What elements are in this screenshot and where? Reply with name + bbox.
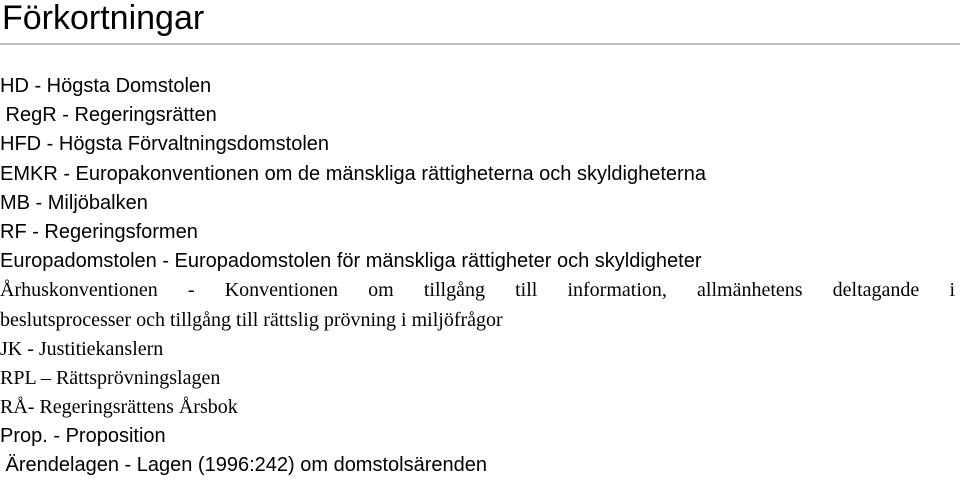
abbreviation-emkr: EMKR - Europakonventionen om de mänskliga rättigheterna och skyldigheterna — [0, 162, 706, 185]
abbreviation-regr: RegR - Regeringsrätten — [0, 104, 217, 127]
abbreviation-arendelagen: Ärendelagen - Lagen (1996:242) om domstolsärenden — [0, 454, 487, 477]
abbreviation-arhuskonventionen — [0, 276, 960, 305]
abbreviation-arhuskonventionen-line1: Århuskonventionen - Konventionen om tillgång till information, allmänhetens deltagande i — [0, 279, 955, 302]
abbreviation-rf: RF - Regeringsformen — [0, 220, 198, 243]
abbreviation-ra: RÅ- Regeringsrättens Årsbok — [0, 396, 238, 419]
page-title: Förkortningar — [2, 0, 205, 37]
abbreviation-mb: MB - Miljöbalken — [0, 191, 148, 214]
abbreviation-europadomstolen: Europadomstolen - Europadomstolen för mänskliga rättigheter och skyldigheter — [0, 250, 702, 273]
abbreviation-list — [0, 72, 960, 481]
abbreviation-arhuskonventionen-cont: beslutsprocesser och tillgång till rättslig prövning i miljöfrågor — [0, 308, 503, 331]
abbreviation-rpl: RPL – Rättsprövningslagen — [0, 366, 221, 389]
title-divider — [0, 43, 960, 45]
abbreviation-jk: JK - Justitiekanslern — [0, 337, 164, 360]
abbreviation-hfd: HFD - Högsta Förvaltningsdomstolen — [0, 133, 330, 156]
abbreviation-hd: HD - Högsta Domstolen — [0, 75, 212, 97]
abbreviation-prop: Prop. - Proposition — [0, 425, 166, 448]
